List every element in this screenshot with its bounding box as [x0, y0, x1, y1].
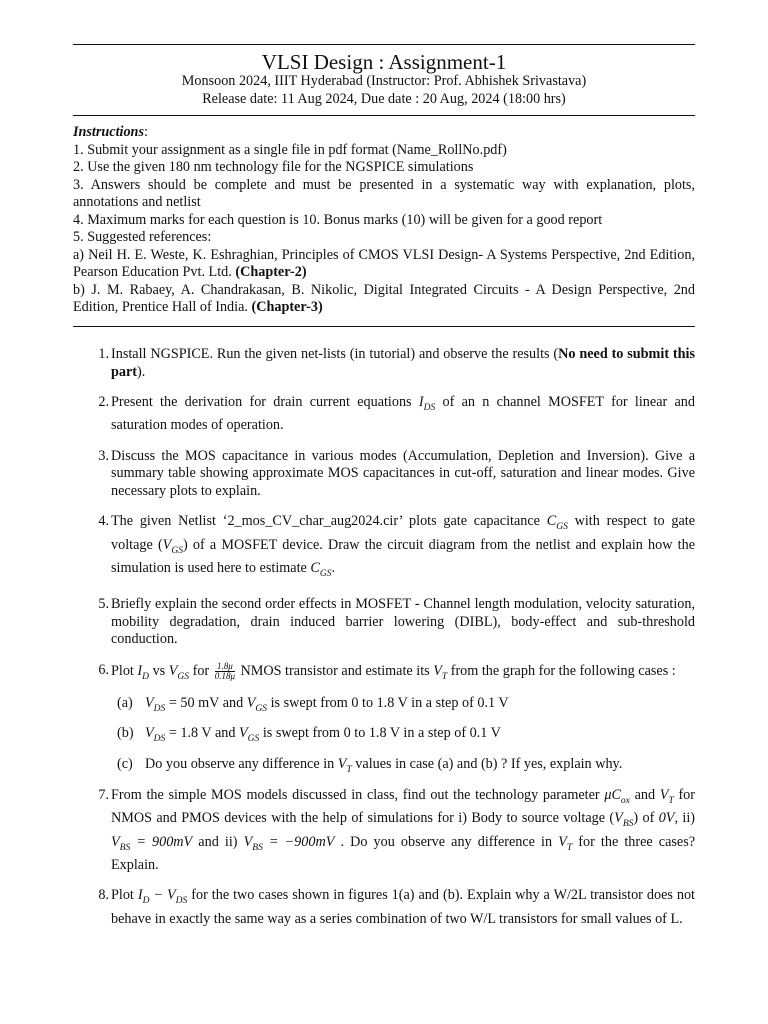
release-due-dates: Release date: 11 Aug 2024, Due date : 20 Aug, 2024 (18:00 hrs)	[202, 91, 566, 107]
header-rule	[73, 115, 695, 116]
instruction-item: 4. Maximum marks for each question is 10. Bonus marks (10) will be given for a good report	[73, 211, 603, 228]
instructions-heading: Instructions:	[73, 124, 148, 140]
question-6-cases	[73, 695, 695, 779]
question-8: 8. Plot $I_D - V_{DS}$ for the two cases shown in figures 1(a) and (b). Explain why a W/2L transistor does not behave in exactly the same way as a series combination of two W/L transistors for small values of L.	[98, 887, 696, 927]
instructions-rule	[73, 326, 695, 327]
case-b: (b) $V_{DS} = 1.8$ V and $V_{GS}$ is swept from 0 to 1.8 V in a step of 0.1 V	[117, 725, 501, 745]
math-ids: $I_{DS}$	[418, 394, 436, 413]
question-1: 1. Install NGSPICE. Run the given net-lists (in tutorial) and observe the results (No need to submit this part).	[98, 346, 695, 380]
reference-a: a) Neil H. E. Weste, K. Eshraghian, Principles of CMOS VLSI Design- A Systems Perspective, 2nd Edition, Pearson Education Pvt. Ltd. (Chapter-2)	[73, 246, 695, 280]
instructions-label: Instructions	[73, 124, 144, 140]
question-4: 4. The given Netlist ‘2_mos_CV_char_aug2024.cir’ plots gate capacitance $C_{GS}$ with respect to gate voltage $(V_{GS})$ of a MOSFET device. Draw the circuit diagram from the netlist and explain how the simulation is used here to estimate $C_{GS}$.	[98, 513, 695, 579]
instruction-item: 2. Use the given 180 nm technology file for the NGSPICE simulations	[73, 159, 474, 175]
instruction-item: 1. Submit your assignment as a single file in pdf format (Name_RollNo.pdf)	[73, 141, 507, 158]
question-2: 2. Present the derivation for drain current equations $I_{DS}$ of an n channel MOSFET for linear and saturation modes of operation.	[98, 394, 695, 434]
question-3: 3. Discuss the MOS capacitance in various modes (Accumulation, Depletion and Inversion). Give a summary table showing approximate MOS capacitances in cut-off, saturation and linear modes. Give necessary plots to explain.	[98, 447, 695, 499]
question-list	[73, 346, 695, 928]
instruction-item: 3. Answers should be complete and must be presented in a systematic way with explanation, plots, annotations and netlist	[73, 176, 695, 210]
top-rule	[73, 44, 695, 45]
question-6: 6. Plot $I_D$ vs $V_{GS}$ for $\frac{1.8\mu}{0.18\mu}$ NMOS transistor and estimate its $V_T$ from the graph for the following cases :	[98, 660, 676, 682]
wl-ratio-fraction: $\frac{1.8\mu}{0.18\mu}$	[214, 660, 235, 681]
case-a: (a) $V_{DS} = 50$ mV and $V_{GS}$ is swept from 0 to 1.8 V in a step of 0.1 V	[117, 694, 509, 714]
case-c: (c) Do you observe any difference in $V_T$ values in case (a) and (b) ? If yes, explain why.	[117, 755, 623, 775]
course-subtitle: Monsoon 2024, IIIT Hyderabad (Instructor: Prof. Abhishek Srivastava)	[181, 73, 587, 89]
question-5: 5. Briefly explain the second order effects in MOSFET - Channel length modulation, velocity saturation, mobility degradation, drain induced barrier lowering (DIBL), body-effect and sub-threshold conduction.	[98, 596, 695, 648]
instructions-block	[73, 124, 695, 317]
assignment-title: VLSI Design : Assignment-1	[261, 50, 507, 74]
reference-b: b) J. M. Rabaey, A. Chandrakasan, B. Nikolic, Digital Integrated Circuits - A Design Perspective, 2nd Edition, Prentice Hall of India. (Chapter-3)	[73, 281, 695, 315]
question-7: 7. From the simple MOS models discussed in class, find out the technology parameter $\mu C_{ox}$ and $V_T$ for NMOS and PMOS devices with the help of simulations for i) Body to source voltage $(V_{BS})$ of 0V, ii) $V_{BS} = 900mV$ and ii) $V_{BS} = -900mV$ . Do you observe any difference in $V_T$ for the three cases? Explain.	[98, 786, 696, 873]
instruction-item: 5. Suggested references:	[73, 229, 212, 245]
